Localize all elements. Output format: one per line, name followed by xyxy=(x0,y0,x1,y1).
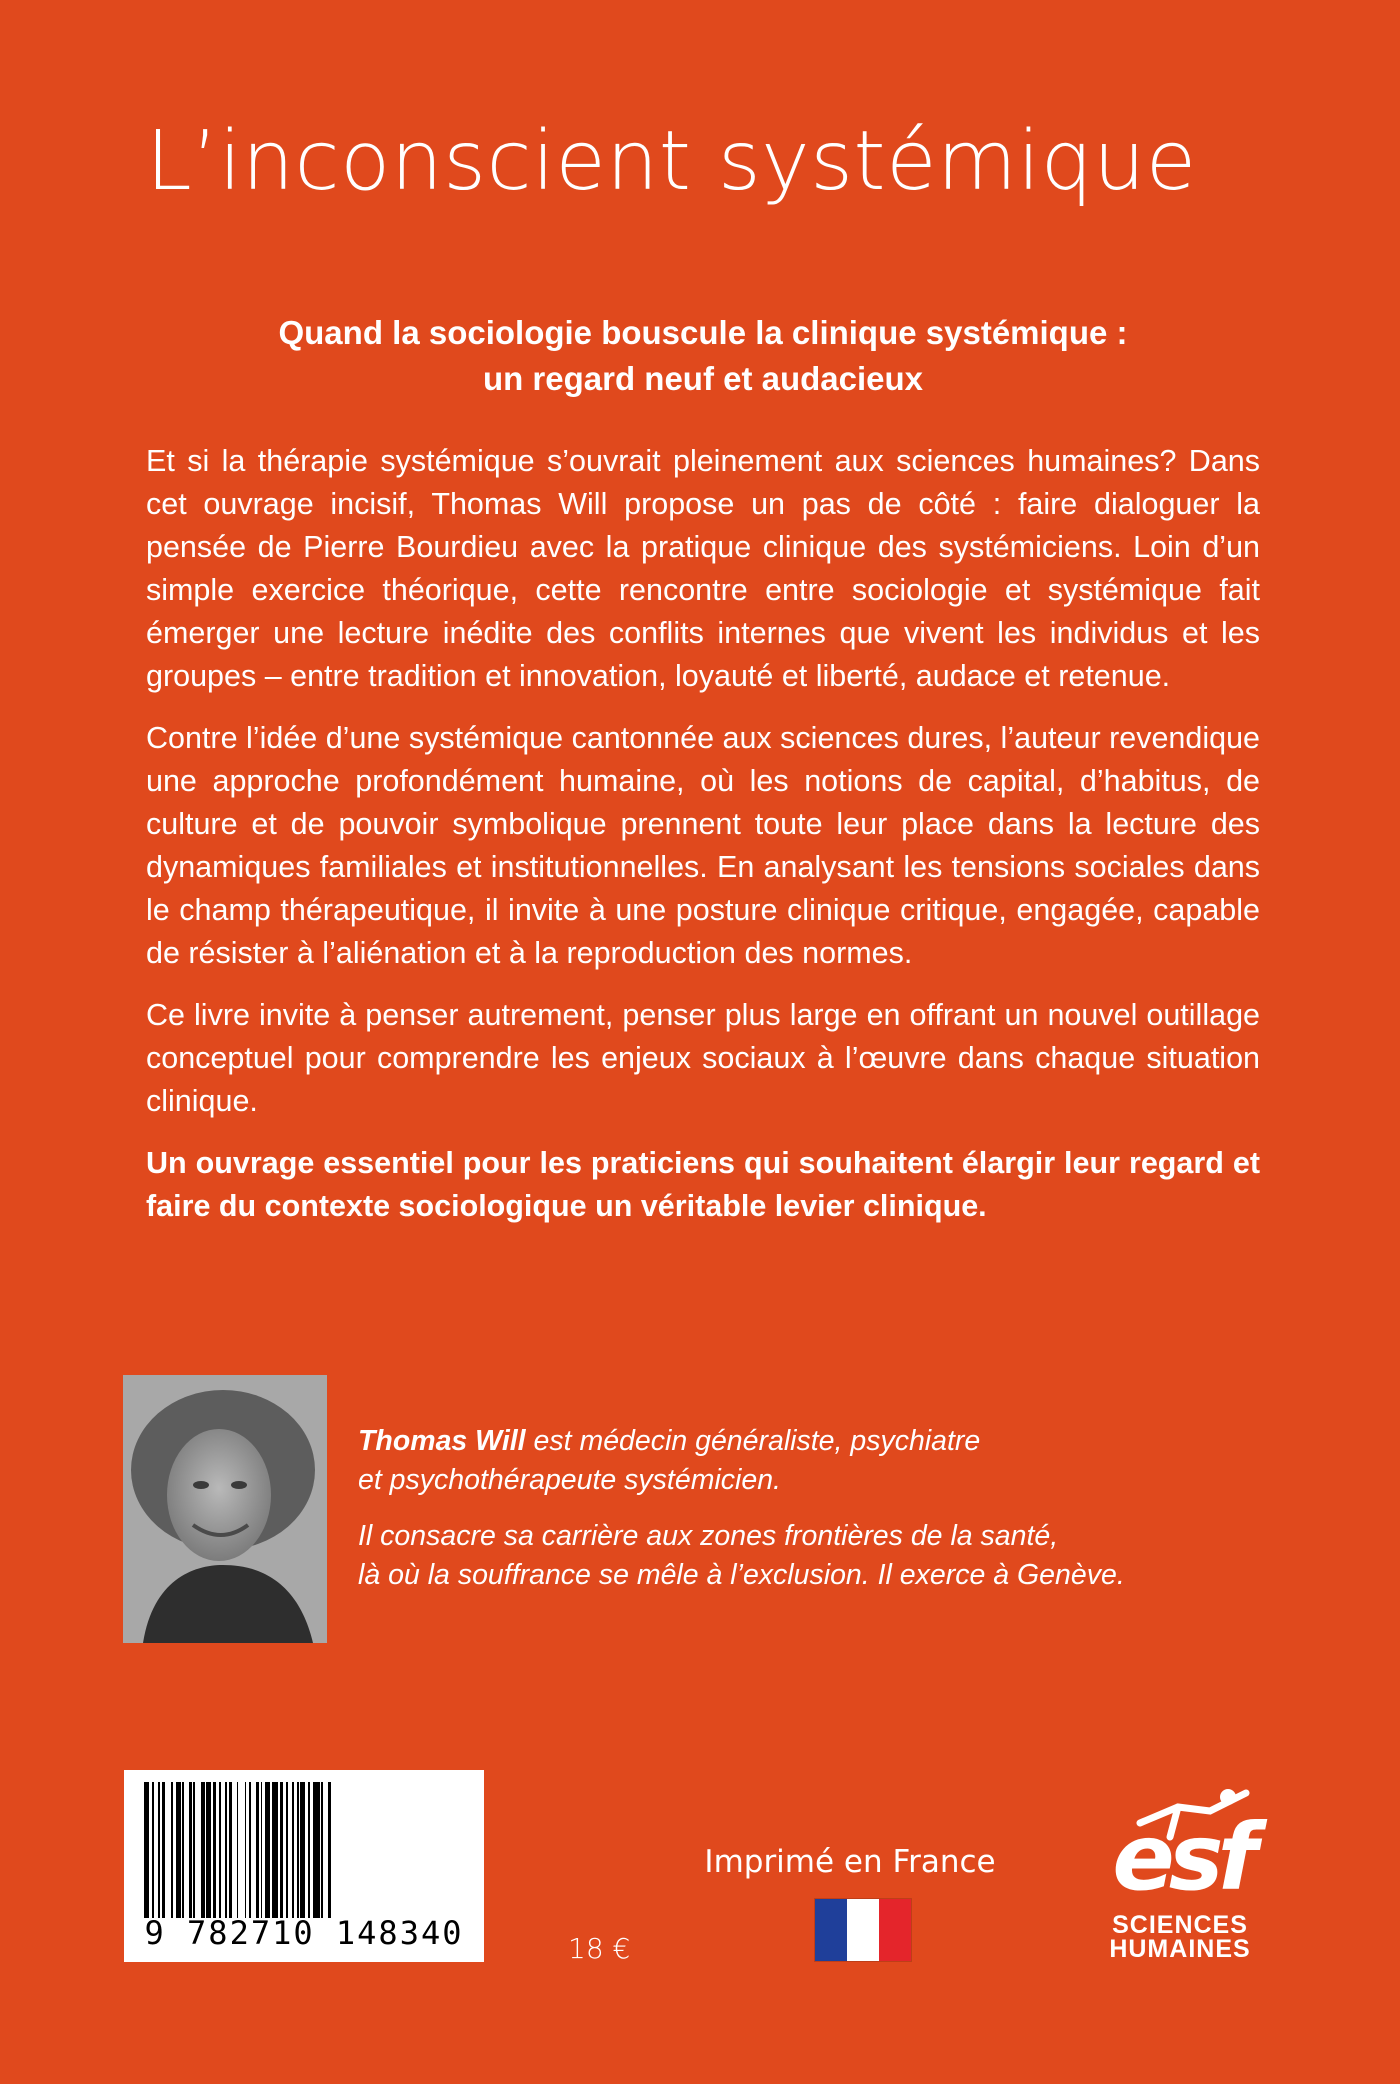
author-bio-line-1: est médecin généraliste, psychiatre xyxy=(525,1425,981,1457)
subtitle-line-1: Quand la sociologie bouscule la clinique systémique : xyxy=(278,314,1128,351)
french-flag-icon xyxy=(815,1899,911,1961)
barcode-bars xyxy=(144,1782,464,1918)
publisher-logo xyxy=(1100,1785,1260,1967)
blurb-paragraph-1: Et si la thérapie systémique s’ouvrait pleinement aux sciences humaines? Dans cet ouvrage incisif, Thomas Will propose un pas de côté : faire dialoguer la pensée de Pierre Bourdieu avec la pratique clinique des systémiciens. Loin d’un simple exercice théorique, cette rencontre entre sociologie et systémique fait émerger une lecture inédite des conflits internes que vivent les individus et les groupes – entre tradition et innovation, loyauté et liberté, audace et retenue. xyxy=(146,444,1260,693)
flag-stripe-blue xyxy=(815,1899,847,1961)
subtitle-line-2: un regard neuf et audacieux xyxy=(482,360,924,397)
barcode-bar xyxy=(331,1782,333,1918)
price: 18 € xyxy=(568,1932,631,1965)
flag-stripe-white xyxy=(847,1899,879,1961)
author-photo xyxy=(123,1375,327,1643)
author-bio xyxy=(358,1422,1298,1612)
author-name: Thomas Will xyxy=(358,1425,526,1457)
isbn-number: 9 782710 148340 xyxy=(144,1914,464,1952)
isbn-barcode xyxy=(124,1770,484,1962)
printed-in-label: Imprimé en France xyxy=(704,1844,996,1880)
publisher-line-2: HUMAINES xyxy=(1109,1935,1251,1963)
blurb-paragraph-2: Contre l’idée d’une systémique cantonnée aux sciences dures, l’auteur revendique une approche profondément humaine, où les notions de capital, d’habitus, de culture et de pouvoir symbolique prennent toute leur place dans la lecture des dynamiques familiales et institutionnelles. En analysant les tensions sociales dans le champ thérapeutique, il invite à une posture clinique critique, engagée, capable de résister à l’aliénation et à la reproduction des normes. xyxy=(146,721,1260,970)
flag-stripe-red xyxy=(879,1899,911,1961)
book-subtitle xyxy=(146,310,1260,402)
author-bio-paragraph-1 xyxy=(358,1422,1298,1500)
publisher-logo-text: esf xyxy=(1112,1804,1252,1911)
author-bio-line-3: Il consacre sa carrière aux zones frontières de la santé, xyxy=(358,1520,1059,1552)
book-title: L’inconscient systémique xyxy=(146,114,1197,209)
author-bio-paragraph-2 xyxy=(358,1517,1298,1595)
author-bio-line-4: là où la souffrance se mêle à l’exclusion. Il exerce à Genève. xyxy=(358,1559,1125,1591)
publisher-line-1: SCIENCES xyxy=(1112,1911,1248,1939)
author-bio-line-2: et psychothérapeute systémicien. xyxy=(358,1464,781,1496)
back-cover-blurb xyxy=(146,440,1260,1247)
blurb-paragraph-3: Ce livre invite à penser autrement, penser plus large en offrant un nouvel outillage conceptuel pour comprendre les enjeux sociaux à l’œuvre dans chaque situation clinique. xyxy=(146,998,1260,1118)
blurb-closing-statement: Un ouvrage essentiel pour les praticiens qui souhaitent élargir leur regard et faire du contexte sociologique un véritable levier clinique. xyxy=(146,1146,1260,1223)
